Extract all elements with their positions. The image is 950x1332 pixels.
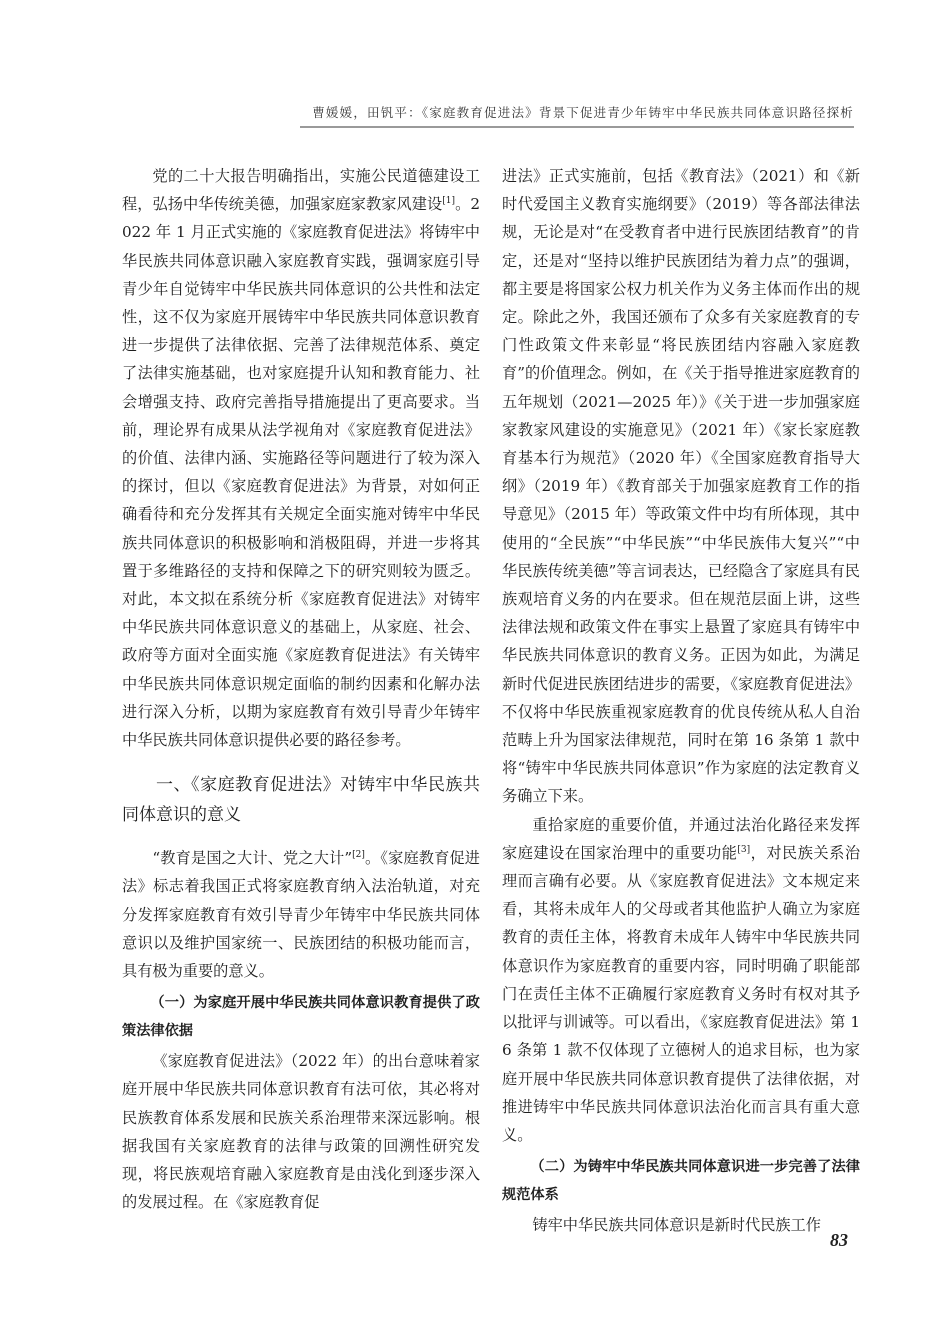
left-column bbox=[122, 162, 480, 1217]
citation-ref-3[interactable]: [3] bbox=[737, 844, 751, 855]
quote-text: “教育是国之大计、党之大计” bbox=[152, 849, 353, 868]
right-column bbox=[502, 162, 860, 1239]
body-paragraph-legal-basis: 《家庭教育促进法》（2022 年）的出台意味着家庭开展中华民族共同体意识教育有法可依，其必将对民族教育体系发展和民族关系治理带来深远影响。根据我国有关家庭教育的法律与政策的回溯性研究发现，将民族观培育融入家庭教育是由浅化到逐步深入的发展过程。在《家庭教育促 bbox=[122, 1052, 480, 1212]
family-value-text-part1: 重拾家庭的重要价值，并通过法治化路径来发挥家庭建设在国家治理中的重要功能 bbox=[502, 815, 860, 862]
significance-text: 。《家庭教育促进法》标志着我国正式将家庭教育纳入法治轨道，对充分发挥家庭教育有效引导青少年铸牢中华民族共同体意识以及维护国家统一、民族团结的积极功能而言，具有极为重要的意义。 bbox=[122, 849, 480, 981]
citation-ref-2[interactable]: [2] bbox=[352, 850, 365, 861]
body-paragraph-intro bbox=[122, 162, 480, 754]
header-rule bbox=[300, 126, 854, 128]
page-number: 83 bbox=[830, 1230, 848, 1250]
family-value-text-part2: ，对民族关系治理而言确有必要。从《家庭教育促进法》文本规定来看，其将未成年人的父母或者其他监护人确立为家庭教育的责任主体，将教育未成年人铸牢中华民族共同体意识作为家庭教育的重要内容，同时明确了职能部门在责任主体不正确履行家庭教育义务时有权对其予以批评与训诫等。可以看出，《家庭教育促进法》第 16 条第 1 款不仅体现了立德树人的追求目标，也为家庭开展中华民族共同体意识教育提供了法律依据，对推进铸牢中华民族共同体意识法治化而言具有重大意义。 bbox=[502, 843, 861, 1144]
intro-text-part1: 党的二十大报告明确指出，实施公民道德建设工程，弘扬中华传统美德，加强家庭家教家风建设 bbox=[122, 167, 480, 214]
body-paragraph-family-value bbox=[502, 811, 860, 1149]
body-paragraph-legal-system: 铸牢中华民族共同体意识是新时代民族工作 bbox=[532, 1216, 821, 1235]
citation-ref-1[interactable]: [1] bbox=[442, 196, 456, 207]
body-paragraph-legal-basis-continued: 进法》正式实施前，包括《教育法》（2021）和《新时代爱国主义教育实施纲要》（2019）等各部法律法规，无论是对“在受教育者中进行民族团结教育”的肯定，还是对“坚持以维护民族团结为着力点”的强调，都主要是将国家公权力机关作为义务主体而作出的规定。除此之外，我国还颁布了众多有关家庭教育的专门性政策文件来彰显“将民族团结内容融入家庭教育”的价值理念。例如，在《关于指导推进家庭教育的五年规划（2021—2025 年）》《关于进一步加强家庭家教家风建设的实施意见》（2021 年）《家长家庭教育基本行为规范》（2020 年）《全国家庭教育指导大纲》（2019 年）《教育部关于加强家庭教育工作的指导意见》（2015 年）等政策文件中均有所体现，其中使用的“全民族”“中华民族”“中华民族伟大复兴”“中华民族传统美德”等言词表达，已经隐含了家庭具有民族观培育义务的内在要求。但在规范层面上讲，这些法律法规和政策文件在事实上悬置了家庭具有铸牢中华民族共同体意识的教育义务。正因为如此，为满足新时代促进民族团结进步的需要，《家庭教育促进法》不仅将中华民族重视家庭教育的优良传统从私人自治范畴上升为国家法律规范，同时在第 16 条第 1 款中将“铸牢中华民族共同体意识”作为家庭的法定教育义务确立下来。 bbox=[502, 167, 860, 806]
subsection-heading-2: （二）为铸牢中华民族共同体意识进一步完善了法律规范体系 bbox=[502, 1159, 860, 1204]
body-paragraph-significance bbox=[122, 844, 480, 985]
intro-text-part2: 。2022 年 1 月正式实施的《家庭教育促进法》将铸牢中华民族共同体意识融入家庭教育实践，强调家庭引导青少年自觉铸牢中华民族共同体意识的公共性和法定性，这不仅为家庭开展铸牢中华民族共同体意识教育进一步提供了法律依据、完善了法律规范体系、奠定了法律实施基础，也对家庭提升认知和教育能力、社会增强支持、政府完善指导措施提出了更高要求。当前，理论界有成果从法学视角对《家庭教育促进法》的价值、法律内涵、实施路径等问题进行了较为深入的探讨，但以《家庭教育促进法》为背景，对如何正确看待和充分发挥其有关规定全面实施对铸牢中华民族共同体意识的积极影响和消极阻碍，并进一步将其置于多维路径的支持和保障之下的研究则较为匮乏。对此，本文拟在系统分析《家庭教育促进法》对铸牢中华民族共同体意识意义的基础上，从家庭、社会、政府等方面对全面实施《家庭教育促进法》有关铸牢中华民族共同体意识规定面临的制约因素和化解办法进行深入分析，以期为家庭教育有效引导青少年铸牢中华民族共同体意识提供必要的路径参考。 bbox=[122, 195, 480, 750]
running-head: 曹媛媛，田钒平：《家庭教育促进法》背景下促进青少年铸牢中华民族共同体意识路径探析 bbox=[312, 105, 854, 120]
section-heading-1: 一、《家庭教育促进法》对铸牢中华民族共同体意识的意义 bbox=[122, 775, 480, 826]
subsection-heading-1: （一）为家庭开展中华民族共同体意识教育提供了政策法律依据 bbox=[122, 995, 480, 1040]
